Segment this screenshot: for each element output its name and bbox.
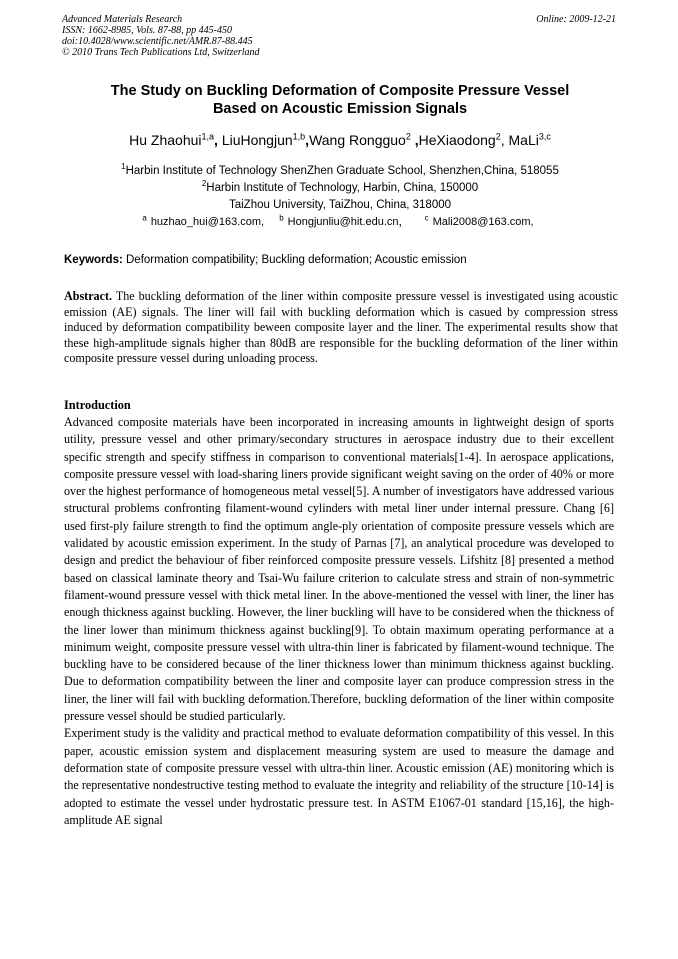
online-date: Online: 2009-12-21 bbox=[536, 14, 616, 25]
doi-line[interactable]: doi:10.4028/www.scientific.net/AMR.87-88.445 bbox=[62, 36, 253, 47]
affiliation-3: TaiZhou University, TaiZhou, China, 318000 bbox=[228, 199, 452, 211]
affiliation-2 bbox=[60, 180, 620, 197]
email-a[interactable] bbox=[142, 213, 268, 228]
journal-header bbox=[62, 14, 616, 58]
author-separator: , bbox=[305, 132, 310, 148]
title-line-2: Based on Acoustic Emission Signals bbox=[212, 101, 468, 117]
abstract-text: The buckling deformation of the liner within composite pressure vessel is investigated using acoustic emission (AE) signals. The liner will fail with buckling deformation which is casued by compression stress induced by deformation compatibility beween composite layer and the liner. The experimental results show that these high-amplitude signals higher than 80dB are responsible for the buckling deformation of the liner within composite pressure vessel during unloading process. bbox=[64, 289, 618, 365]
email-text: huzhao_hui@163.com, bbox=[150, 216, 265, 228]
title-line-1: The Study on Buckling Deformation of Composite Pressure Vessel bbox=[110, 83, 570, 99]
email-b[interactable] bbox=[279, 213, 413, 228]
affiliation-sup: 1 bbox=[121, 162, 126, 172]
paper-title bbox=[60, 82, 620, 118]
affiliation-1 bbox=[60, 163, 620, 180]
author-separator: , bbox=[214, 132, 222, 148]
author-affil-sup: 2 bbox=[405, 131, 411, 142]
introduction-body bbox=[64, 414, 614, 829]
author-separator: , bbox=[500, 132, 509, 148]
journal-name: Advanced Materials Research bbox=[62, 14, 183, 25]
email-text: Mali2008@163.com, bbox=[432, 216, 534, 228]
email-sup: b bbox=[279, 213, 284, 223]
issn-line: ISSN: 1662-8985, Vols. 87-88, pp 445-450 bbox=[62, 25, 232, 36]
keywords-label: Keywords: bbox=[64, 254, 123, 266]
author-name: Wang Rongguo bbox=[309, 132, 406, 148]
introduction-heading: Introduction bbox=[64, 398, 131, 412]
author-name: LiuHongjun bbox=[221, 132, 293, 148]
affiliations bbox=[60, 163, 620, 231]
affiliation-sup: 2 bbox=[201, 179, 207, 189]
paragraph: Advanced composite materials have been incorporated in increasing amounts in lightweight design of sports utility, pressure vessel and other primary/secondary structures in aerospace industry due to their excellent specific strength and specify stiffness in comparison to conventional materials[1-4]. In aerospace applications, composite pressure vessel with load-sharing liners provide significant weight saving on the order of 40% or more over the highest performance of homogeneous metal vessel[5]. A number of investigators have addressed various structural problems confronting filament-wound cylinders with metal liner under internal pressure. Chang [6] used first-ply failure strength to find the optimum angle-ply orientation of composite pressure vessels which are validated by acoustic emission experiment. In the study of Parnas [7], an analytical procedure was developed to design and predict the behaviour of fiber reinforced composite pressure vessels. Lifshitz [8] presented a method based on classical laminate theory and Tsai-Wu failure criterion to calculate stress and strain of non-symmetric filament-wound pressure vessel with thick metal liner. In the above-mentioned the vessel with liner, the liner has enough thickness against buckling. However, the liner buckling will have to be considered when the thickness of the liner lower than minimum thickness against buckling[9]. To obtain maximum operating performance at a minimum weight, composite pressure vessel with ultra-thin liner is fabricated by filament-wound technique. The buckling have to be considered because of the liner thickness lower than minimum thickness against buckling. Due to deformation compatibility between the liner and composite layer can produce compression stress in the liner, the liner will fail with buckling deformation.Therefore, buckling deformation of the liner within composite pressure vessel should be studied particularly. bbox=[64, 415, 614, 724]
affiliation-text: Harbin Institute of Technology ShenZhen Graduate School, Shenzhen,China, 518055 bbox=[125, 165, 559, 177]
author-separator: , bbox=[410, 132, 419, 148]
email-c[interactable] bbox=[424, 213, 538, 228]
keywords bbox=[64, 253, 618, 267]
affiliation-text: Harbin Institute of Technology, Harbin, China, 150000 bbox=[206, 182, 479, 194]
author-name: MaLi bbox=[508, 132, 539, 148]
keywords-text: Deformation compatibility; Buckling deformation; Acoustic emission bbox=[122, 254, 467, 266]
email-sup: c bbox=[424, 213, 429, 223]
author-emails bbox=[60, 214, 620, 231]
paragraph: Experiment study is the validity and practical method to evaluate deformation compatibility of this vessel. In this paper, acoustic emission system and displacement measuring system are used to measure the damage and deformation state of composite pressure vessel with ultra-thin liner. Acoustic emission (AE) monitoring which is the representative nondestructive testing method to evaluate the integrity and reliability of the structure [10-14] is adopted to estimate the vessel under hydrostatic pressure test. In ASTM E1067-01 standard [15,16], the high-amplitude AE signal bbox=[64, 726, 614, 827]
author-list bbox=[60, 131, 620, 149]
author-affil-sup: 1,b bbox=[292, 131, 306, 142]
author-affil-sup: 1,a bbox=[201, 131, 215, 142]
author-affil-sup: 2 bbox=[495, 131, 501, 142]
author-affil-sup: 3,c bbox=[538, 131, 551, 142]
email-text: Hongjunliu@hit.edu.cn， bbox=[287, 216, 410, 228]
author-name: HeXiaodong bbox=[418, 132, 496, 148]
email-sup: a bbox=[142, 213, 147, 223]
author-name: Hu Zhaohui bbox=[129, 132, 202, 148]
copyright-line: © 2010 Trans Tech Publications Ltd, Switzerland bbox=[62, 47, 260, 58]
abstract-label: Abstract. bbox=[64, 289, 113, 303]
abstract bbox=[64, 289, 618, 367]
